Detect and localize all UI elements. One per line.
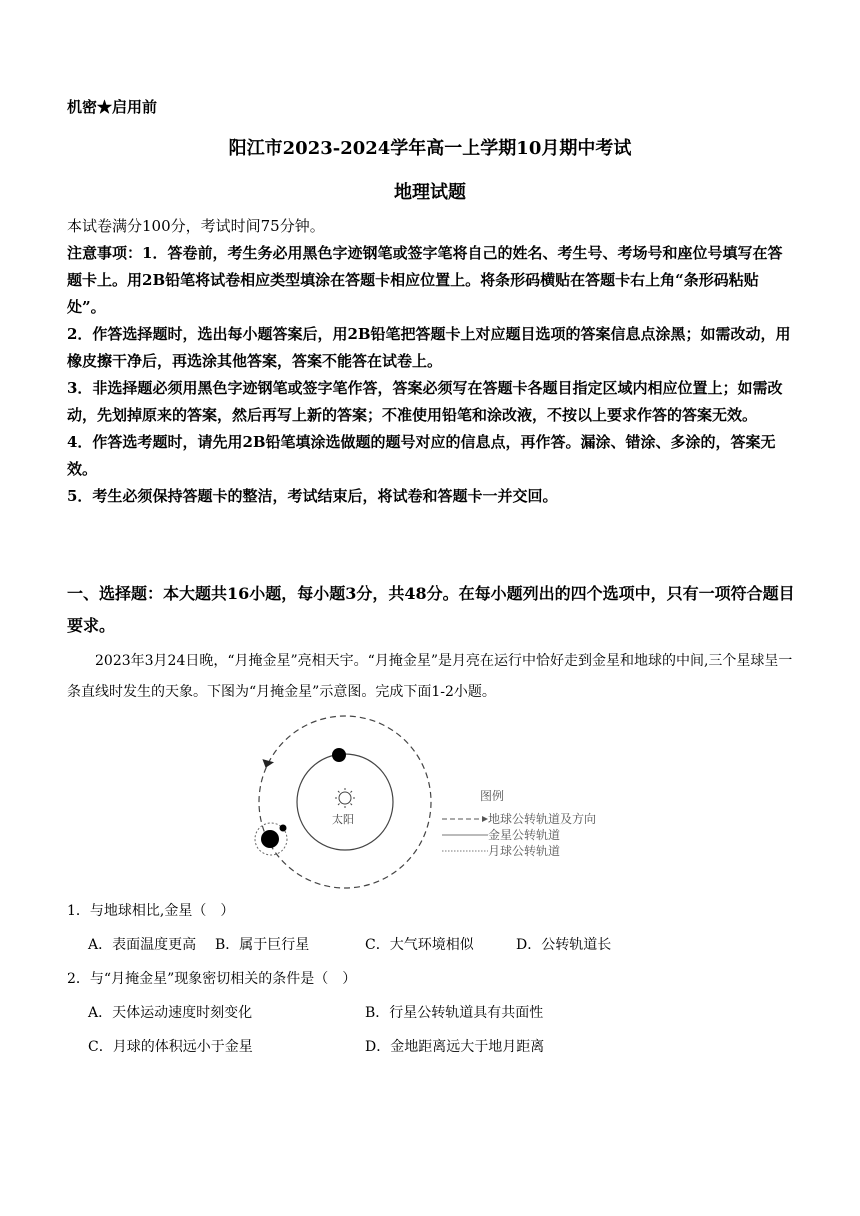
q2-option-d[interactable]: D．金地距离远大于地月距离 (365, 1039, 545, 1055)
sun-label: 太阳 (332, 813, 354, 826)
sun-icon (335, 788, 355, 808)
legend-moon-orbit: 月球公转轨道 (488, 844, 561, 858)
q1-option-b[interactable]: B．属于巨行星 (215, 937, 310, 953)
legend-title: 图例 (480, 789, 505, 803)
instruction-item-1: 注意事项：1．答卷前，考生务必用黑色字迹钢笔或签字笔将自己的姓名、考生号、考场号和座位号填写在答题卡上。用2B铅笔将试卷相应类型填涂在答题卡相应位置上。将条形码横贴在答题卡右上角“条形码粘贴处”。 (67, 244, 783, 316)
instruction-item-3: 3．非选择题必须用黑色字迹钢笔或签字笔作答，答案必须写在答题卡各题目指定区域内相应位置上；如需改动，先划掉原来的答案，然后再写上新的答案；不准使用铅笔和涂改液，不按以上要求作答的答案无效。 (67, 379, 783, 424)
earth-dot (261, 830, 279, 848)
q2-option-a[interactable]: A．天体运动速度时刻变化 (88, 1005, 253, 1021)
instructions-block (67, 213, 797, 510)
instruction-item-5: 5．考生必须保持答题卡的整洁，考试结束后，将试卷和答题卡一并交回。 (67, 487, 558, 505)
q1-option-d[interactable]: D．公转轨道长 (516, 937, 612, 953)
q1-option-a[interactable]: A．表面温度更高 (88, 937, 197, 953)
instruction-item-2: 2．作答选择题时，选出每小题答案后，用2B铅笔把答题卡上对应题目选项的答案信息点涂黑；如需改动，用橡皮擦干净后，再选涂其他答案，答案不能答在试卷上。 (67, 325, 791, 370)
confidential-mark: 机密★启用前 (67, 98, 158, 116)
question-1-stem: 1．与地球相比,金星（ ） (67, 903, 235, 919)
legend-earth-orbit: 地球公转轨道及方向 (488, 812, 597, 826)
orbit-direction-arrow (260, 758, 274, 770)
section-title: 一、选择题：本大题共16小题，每小题3分，共48分。在每小题列出的四个选项中，只有一项符合题目要求。 (67, 584, 795, 635)
legend-venus-orbit: 金星公转轨道 (488, 828, 561, 842)
exam-title: 阳江市2023-2024学年高一上学期10月期中考试 (228, 138, 632, 159)
lunar-occultation-diagram (250, 712, 630, 892)
venus-dot (332, 748, 346, 762)
passage-text: 2023年3月24日晚，“月掩金星”亮相天宇。“月掩金星”是月亮在运行中恰好走到金星和地球的中间,三个星球呈一条直线时发生的天象。下图为“月掩金星”示意图。完成下面1-2小题。 (67, 653, 793, 700)
question-2-stem: 2．与“月掩金星”现象密切相关的条件是（ ） (67, 971, 357, 987)
q1-option-c[interactable]: C．大气环境相似 (365, 937, 474, 953)
instruction-item-4: 4．作答选考题时，请先用2B铅笔填涂选做题的题号对应的信息点，再作答。漏涂、错涂、多涂的，答案无效。 (67, 433, 776, 478)
earth-orbit (259, 716, 431, 888)
moon-dot (280, 825, 287, 832)
venus-orbit (297, 754, 393, 850)
exam-subtitle: 地理试题 (394, 182, 466, 203)
score-time-note: 本试卷满分100分，考试时间75分钟。 (67, 217, 325, 235)
q2-option-b[interactable]: B．行星公转轨道具有共面性 (365, 1005, 544, 1021)
q2-option-c[interactable]: C．月球的体积远小于金星 (88, 1039, 253, 1055)
